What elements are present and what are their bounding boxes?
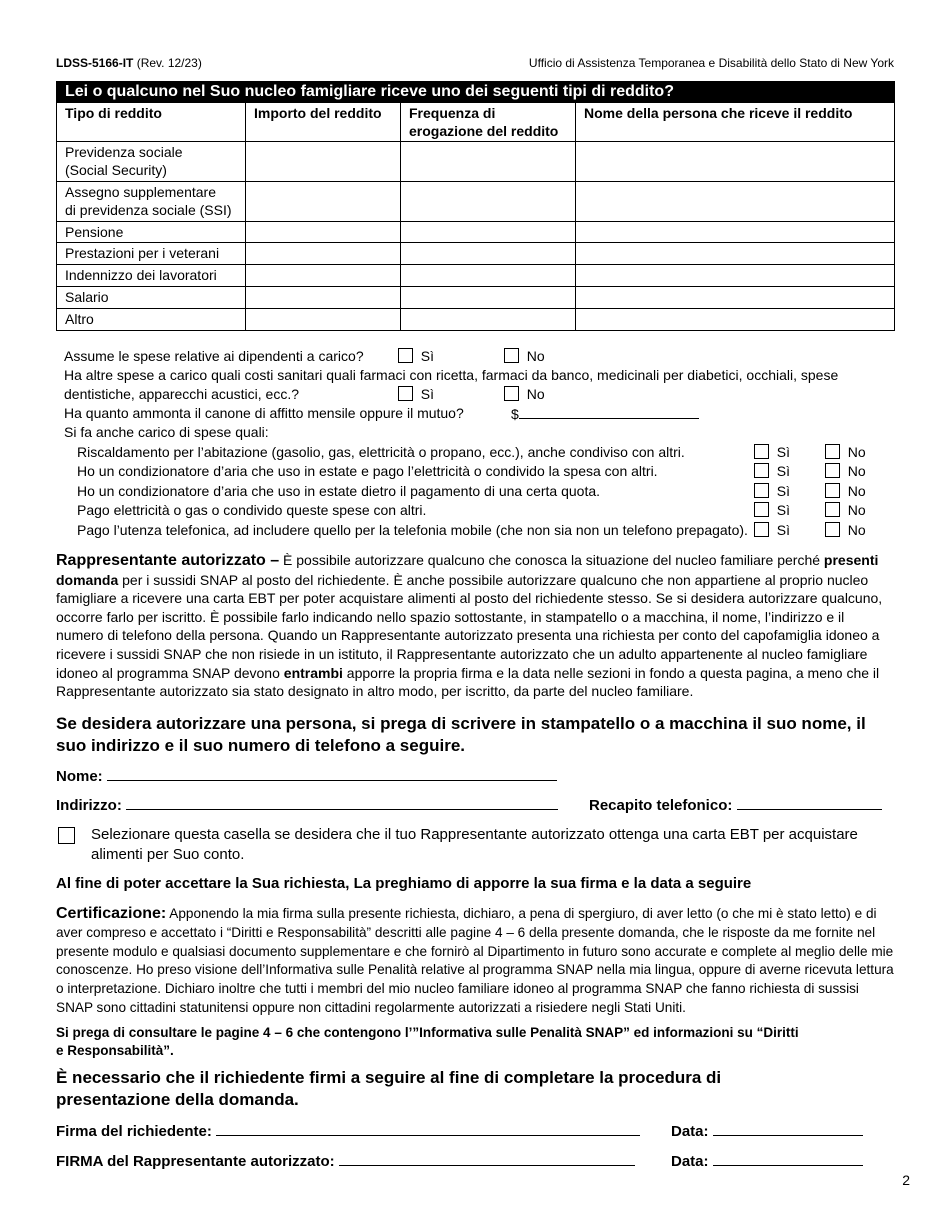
dependents-question: Assume le spese relative ai dipendenti a carico?: [64, 348, 364, 364]
name-field[interactable]: [56, 766, 557, 785]
recipient-cell[interactable]: [576, 309, 895, 331]
applicant-signature-field[interactable]: [56, 1121, 640, 1140]
income-type-cell: Assegno supplementare di previdenza sociale (SSI): [57, 182, 246, 222]
no-label: No: [847, 444, 866, 460]
expense-item: Ho un condizionatore d’aria che uso in estate e pago l’elettricità o condivido la spesa con altri.: [77, 463, 658, 479]
frequency-cell[interactable]: [401, 222, 576, 243]
table-row: [57, 287, 895, 309]
income-type-cell: Previdenza sociale (Social Security): [57, 142, 246, 182]
consult-note-line1: Si prega di consultare le pagine 4 – 6 che contengono l’”Informativa sulle Penalità SNAP” ed informazioni su “Diritti: [56, 1025, 799, 1040]
no-label: No: [847, 522, 866, 538]
form-id-block: [56, 56, 202, 70]
column-header-income-type: Tipo di reddito: [57, 103, 246, 142]
authorized-rep-bold: presenti domanda: [56, 552, 879, 588]
recipient-cell[interactable]: [576, 243, 895, 265]
sign-request-heading: Al fine di poter accettare la Sua richiesta, La preghiamo di apporre la sua firma e la data a seguire: [56, 875, 752, 892]
medical-question-line1: Ha altre spese a carico quali costi sanitari quali farmaci con ricetta, farmaci da banco, medicinali per diabetici, occhiali, spese: [64, 367, 839, 383]
no-label: No: [847, 463, 866, 479]
consult-note-line2: e Responsabilità”.: [56, 1043, 174, 1058]
dollar-sign: $: [511, 406, 519, 422]
address-label: Indirizzo:: [56, 797, 122, 814]
page-header: [56, 56, 894, 70]
yes-label: Sì: [420, 348, 435, 364]
representative-date-field[interactable]: [671, 1151, 863, 1170]
amount-cell[interactable]: [246, 222, 401, 243]
expense-item: Pago elettricità o gas o condivido queste spese con altri.: [77, 502, 427, 518]
expenses-intro: Si fa anche carico di spese quali:: [64, 424, 269, 440]
page-number: 2: [902, 1172, 910, 1188]
authorized-rep-text: apporre la propria firma e la data nelle sezioni in fondo a questa pagina, a meno che il Rappresentante autorizzato sia stato designato in altro modo, per iscritto, da parte del nucleo familiare.: [56, 664, 880, 700]
table-row: [57, 243, 895, 265]
expense-item: Ho un condizionatore d’aria che uso in estate dietro il pagamento di una certa quota.: [77, 483, 601, 499]
yes-label: Sì: [776, 502, 791, 518]
authorized-rep-text: per i sussidi SNAP al posto del richiedente. È anche possibile autorizzare qualcuno che non appartiene al proprio nucleo famigliare a ricevere una carta EBT per poter acquistare alimenti al posto del richiedente stesso. Se si desidera autorizzare qualcuno, occorre farlo per iscritto. È possibile farlo indicando nello spazio sottostante, in stampatello o a macchina, il nome, l’indirizzo e il numero di telefono della persona. Quando un Rappresentante autorizzato presenta una richiesta per conto del capofamiglia idoneo a ricevere i sussidi SNAP che non risiede in un istituto, il Rappresentante autorizzato che un adulto appartenente al nucleo famigliare idoneo al programma SNAP devono: [56, 571, 883, 681]
no-label: No: [847, 502, 866, 518]
frequency-cell[interactable]: [401, 287, 576, 309]
date-label: Data:: [671, 1123, 709, 1140]
frequency-cell[interactable]: [401, 243, 576, 265]
ebt-checkbox-label: Selezionare questa casella se desidera che il tuo Rappresentante autorizzato ottenga una carta EBT per acquistare alimenti per Suo conto.: [91, 826, 858, 863]
frequency-cell[interactable]: [401, 142, 576, 182]
income-type-cell: Pensione: [57, 222, 246, 243]
income-type-cell: Prestazioni per i veterani: [57, 243, 246, 265]
recipient-cell[interactable]: [576, 182, 895, 222]
expense-yes-checkbox[interactable]: [754, 463, 769, 478]
expense-yes-checkbox[interactable]: [754, 522, 769, 537]
expense-yes-checkbox[interactable]: [754, 444, 769, 459]
medical-question-line2: dentistiche, apparecchi acustici, ecc.?: [64, 386, 300, 402]
expense-no-checkbox[interactable]: [825, 444, 840, 459]
address-field[interactable]: [56, 795, 558, 814]
amount-cell[interactable]: [246, 265, 401, 287]
table-row: [57, 142, 895, 182]
certification-lead: Certificazione:: [56, 905, 167, 922]
amount-cell[interactable]: [246, 309, 401, 331]
yes-label: Sì: [776, 463, 791, 479]
medical-yes-checkbox[interactable]: [398, 386, 413, 401]
income-type-cell: Indennizzo dei lavoratori: [57, 265, 246, 287]
amount-cell[interactable]: [246, 182, 401, 222]
authorized-rep-bold: entrambi: [283, 664, 343, 681]
ebt-checkbox[interactable]: [58, 827, 75, 844]
name-label: Nome:: [56, 768, 103, 785]
income-table: [56, 81, 895, 331]
frequency-cell[interactable]: [401, 309, 576, 331]
recipient-cell[interactable]: [576, 222, 895, 243]
recipient-cell[interactable]: [576, 287, 895, 309]
yes-label: Sì: [776, 483, 791, 499]
authorized-rep-paragraph: [56, 551, 894, 701]
yes-label: Sì: [420, 386, 435, 402]
yes-label: Sì: [776, 522, 791, 538]
column-header-amount: Importo del reddito: [246, 103, 401, 142]
expense-no-checkbox[interactable]: [825, 463, 840, 478]
applicant-date-field[interactable]: [671, 1121, 863, 1140]
phone-field[interactable]: [589, 795, 882, 814]
frequency-cell[interactable]: [401, 265, 576, 287]
form-id: LDSS-5166-IT: [56, 56, 134, 70]
phone-label: Recapito telefonico:: [589, 797, 733, 814]
form-rev: (Rev. 12/23): [136, 56, 202, 70]
column-header-recipient: Nome della persona che riceve il reddito: [576, 103, 895, 142]
expense-yes-checkbox[interactable]: [754, 502, 769, 517]
income-type-cell: Salario: [57, 287, 246, 309]
amount-cell[interactable]: [246, 243, 401, 265]
certification-text: Apponendo la mia firma sulla presente richiesta, dichiaro, a pena di spergiuro, di aver letto (o che mi è stato letto) e di aver compreso e accettato i “Diritti e Responsabilità” descritti alle pagine 4 – 6 della presente domanda, che le risposte da me fornite nel presente modulo e qualsiasi documento supplementare e che fornirò al Dipartimento in futuro sono accurate e complete al meglio delle mie conoscenze. Ho preso visione dell’Informativa sulle Penalità relative al programma SNAP nella mia lingua, oppure di averne ricevuta lettura o interpretazione. Dichiaro inoltre che tutti i membri del mio nucleo familiare idoneo al programma SNAP che fanno richiesta di sussisi SNAP sono cittadini statunitensi oppure non cittadini regolarmente autorizzati a risiedere negli Stati Uniti.: [56, 906, 894, 1015]
medical-no-checkbox[interactable]: [504, 386, 519, 401]
table-row: [57, 182, 895, 222]
expense-no-checkbox[interactable]: [825, 483, 840, 498]
expense-no-checkbox[interactable]: [825, 522, 840, 537]
recipient-cell[interactable]: [576, 265, 895, 287]
amount-cell[interactable]: [246, 287, 401, 309]
no-label: No: [847, 483, 866, 499]
representative-signature-label: FIRMA del Rappresentante autorizzato:: [56, 1153, 335, 1170]
income-table-title: Lei o qualcuno nel Suo nucleo famigliare riceve uno dei seguenti tipi di reddito?: [57, 82, 895, 103]
expense-no-checkbox[interactable]: [825, 502, 840, 517]
amount-cell[interactable]: [246, 142, 401, 182]
expense-item: Pago l’utenza telefonica, ad includere quello per la telefonia mobile (che non sia non un telefono prepagato).: [77, 522, 748, 538]
expense-item: Riscaldamento per l’abitazione (gasolio, gas, elettricità o propano, ecc.), anche condiviso con altri.: [77, 444, 685, 460]
consult-note: [56, 1024, 799, 1060]
expense-yes-checkbox[interactable]: [754, 483, 769, 498]
table-row: [57, 222, 895, 243]
no-label: No: [526, 348, 545, 364]
authorized-rep-lead: Rappresentante autorizzato –: [56, 552, 280, 569]
yes-label: Sì: [776, 444, 791, 460]
table-row: [57, 265, 895, 287]
frequency-cell[interactable]: [401, 182, 576, 222]
agency-name: Ufficio di Assistenza Temporanea e Disabilità dello Stato di New York: [528, 56, 894, 70]
authorized-rep-text: È possibile autorizzare qualcuno che conosca la situazione del nucleo familiare perché: [279, 552, 824, 568]
date-label: Data:: [671, 1153, 709, 1170]
column-header-frequency: Frequenza di erogazione del reddito: [401, 103, 576, 142]
dependents-no-checkbox[interactable]: [504, 348, 519, 363]
table-row: [57, 309, 895, 331]
representative-signature-field[interactable]: [56, 1151, 635, 1170]
dependents-yes-checkbox[interactable]: [398, 348, 413, 363]
rent-field[interactable]: [511, 404, 699, 425]
must-sign-heading: È necessario che il richiedente firmi a seguire al fine di completare la procedura di presentazione della domanda.: [56, 1068, 722, 1109]
no-label: No: [526, 386, 545, 402]
certification-paragraph: [56, 905, 894, 1018]
income-type-cell: Altro: [57, 309, 246, 331]
recipient-cell[interactable]: [576, 142, 895, 182]
rent-question: Ha quanto ammonta il canone di affitto mensile oppure il mutuo?: [64, 405, 464, 421]
applicant-signature-label: Firma del richiedente:: [56, 1123, 212, 1140]
authorize-heading: Se desidera autorizzare una persona, si prega di scrivere in stampatello o a macchina il suo nome, il suo indirizzo e il suo numero di telefono a seguire.: [56, 714, 866, 755]
